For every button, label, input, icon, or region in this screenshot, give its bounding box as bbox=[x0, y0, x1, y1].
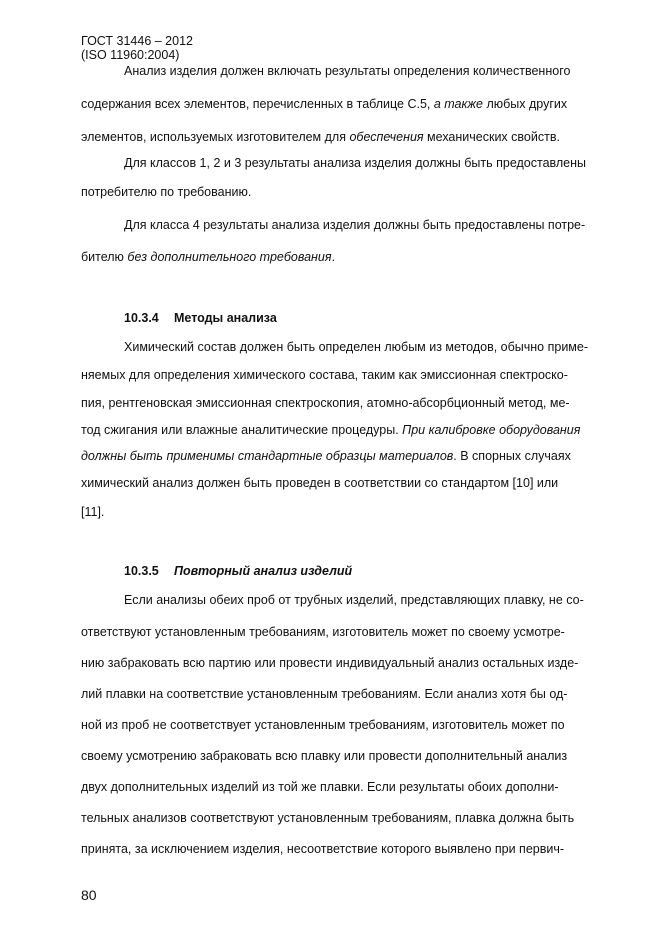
page-header bbox=[81, 34, 193, 62]
text-line: лий плавки на соответствие установленным требованиям. Если анализ хотя бы од- bbox=[81, 687, 568, 701]
text-line: Для класса 4 результаты анализа изделия должны быть предоставлены потре- bbox=[124, 218, 586, 232]
text-line: тельных анализов соответствуют установленным требованиям, плавка должна быть bbox=[81, 811, 575, 825]
text-line: потребителю по требованию. bbox=[81, 185, 252, 199]
text-line: пия, рентгеновская эмиссионная спектроскопия, атомно-абсорбционный метод, ме- bbox=[81, 396, 570, 410]
text-line: ной из проб не соответствует установленным требованиям, изготовитель может по bbox=[81, 718, 565, 732]
text-line: няемых для определения химического состава, таким как эмиссионная спектроско- bbox=[81, 368, 568, 382]
text-line: тод сжигания или влажные аналитические процедуры. При калибровке оборудования bbox=[81, 423, 581, 437]
text-line: Анализ изделия должен включать результаты определения количественного bbox=[124, 64, 571, 78]
text-line: содержания всех элементов, перечисленных в таблице С.5, а также любых других bbox=[81, 97, 568, 111]
section-heading-10-3-4 bbox=[124, 311, 277, 326]
standard-code: ГОСТ 31446 – 2012 bbox=[81, 34, 193, 48]
section-number: 10.3.4 bbox=[124, 311, 159, 325]
text-line: [11]. bbox=[81, 505, 105, 519]
page-number: 80 bbox=[81, 887, 97, 903]
text-line: нию забраковать всю партию или провести индивидуальный анализ остальных изде- bbox=[81, 656, 579, 670]
text-line: Для классов 1, 2 и 3 результаты анализа изделия должны быть предоставлены bbox=[124, 156, 587, 170]
text-line: элементов, используемых изготовителем для обеспечения механических свойств. bbox=[81, 130, 560, 144]
section-title: Повторный анализ изделий bbox=[174, 564, 353, 578]
text-line: Химический состав должен быть определен любым из методов, обычно приме- bbox=[124, 340, 589, 354]
text-line: химический анализ должен быть проведен в соответствии со стандартом [10] или bbox=[81, 476, 559, 490]
iso-reference: (ISO 11960:2004) bbox=[81, 48, 180, 62]
text-line: Если анализы обеих проб от трубных изделий, представляющих плавку, не со- bbox=[124, 593, 584, 607]
text-line: должны быть применимы стандартные образцы материалов. В спорных случаях bbox=[81, 449, 571, 463]
text-line: своему усмотрению забраковать всю плавку или провести дополнительный анализ bbox=[81, 749, 568, 763]
section-heading-10-3-5 bbox=[124, 564, 352, 579]
text-line: двух дополнительных изделий из той же плавки. Если результаты обоих дополни- bbox=[81, 780, 559, 794]
text-line: бителю без дополнительного требования. bbox=[81, 250, 336, 264]
section-number: 10.3.5 bbox=[124, 564, 159, 578]
text-line: ответствуют установленным требованиям, изготовитель может по своему усмотре- bbox=[81, 625, 565, 639]
text-line: принята, за исключением изделия, несоответствие которого выявлено при первич- bbox=[81, 842, 565, 856]
section-title: Методы анализа bbox=[174, 311, 277, 325]
